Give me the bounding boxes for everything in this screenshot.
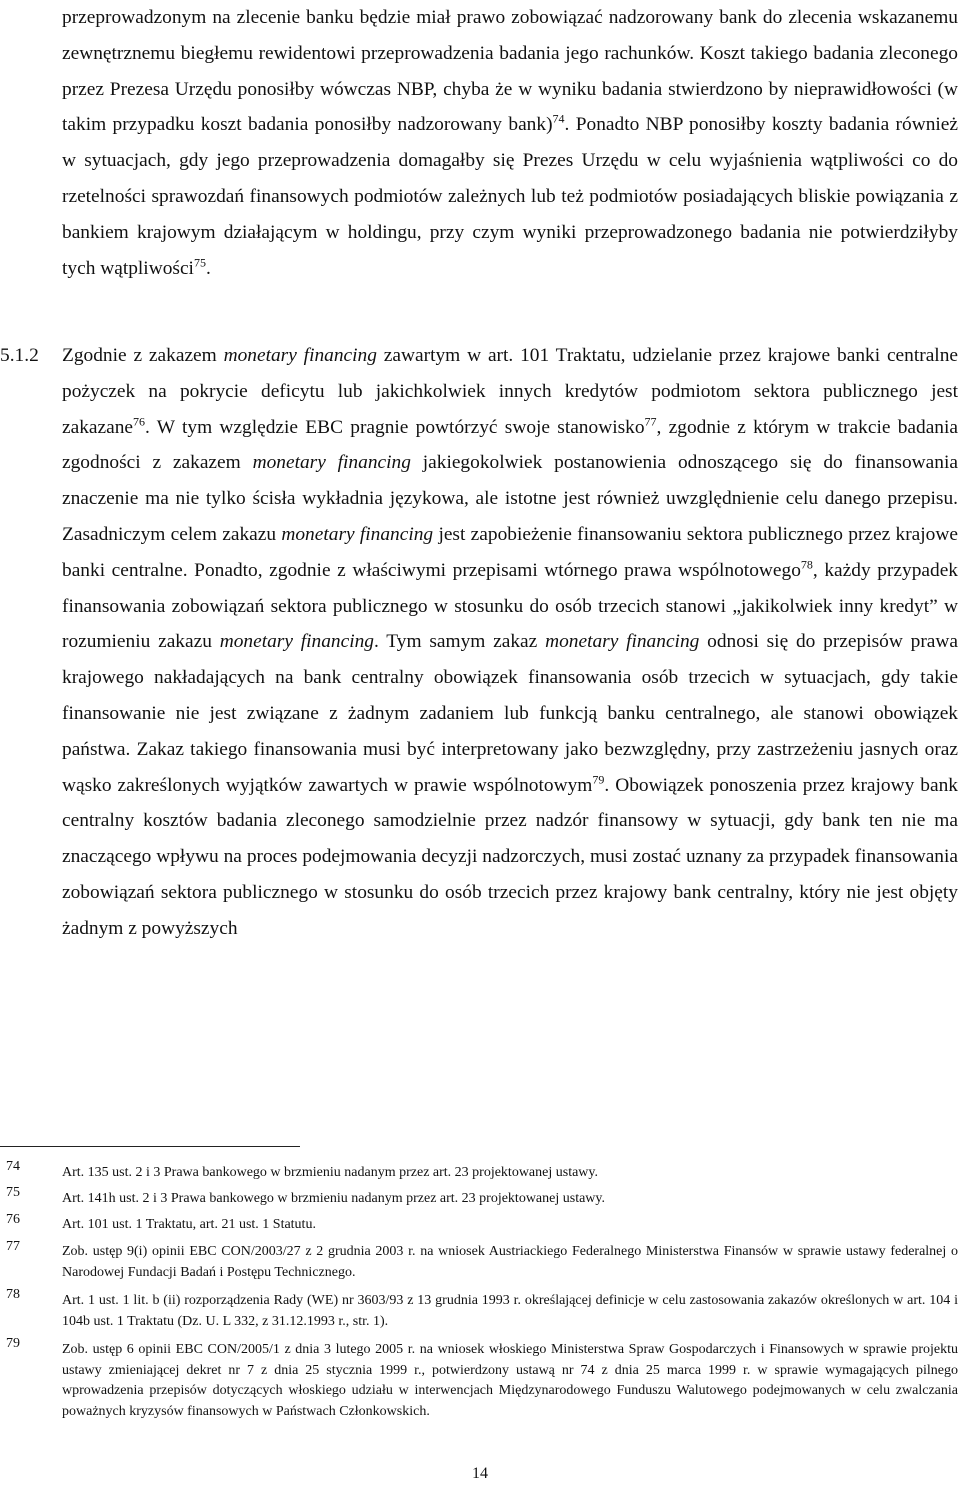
footnote-reference[interactable]: 77 (644, 414, 657, 429)
footnote-text: Art. 1 ust. 1 lit. b (ii) rozporządzenia Rady (WE) nr 3603/93 z 13 grudnia 1993 r. określającej definicje w celu zastosowania zakazów określonych w art. 104 i 104b ust. 1 Traktatu (Dz. U. L 332, z 31.12.1993 r., str. 1). (62, 1293, 958, 1329)
emphasis-term: monetary financing (281, 523, 434, 545)
emphasis-term: monetary financing (252, 452, 411, 474)
footnote-reference[interactable]: 76 (133, 414, 146, 429)
footnote-text: Art. 135 ust. 2 i 3 Prawa bankowego w brzmieniu nadanym przez art. 23 projektowanej ustawy. (62, 1165, 599, 1180)
footnote-number: 77 (6, 1239, 20, 1254)
footnote-number: 75 (6, 1185, 20, 1200)
footnote-text: Art. 141h ust. 2 i 3 Prawa bankowego w brzmieniu nadanym przez art. 23 projektowanej ustawy. (62, 1191, 606, 1206)
paragraph-text: , każdy przypadek finansowania zobowiązań sektora publicznego w stosunku do osób trzecich stanowi „jakikolwiek inny kredyt” w rozumieniu zakazu (62, 559, 958, 653)
footnote-text: Zob. ustęp 6 opinii EBC CON/2005/1 z dnia 3 lutego 2005 r. na wniosek włoskiego Ministerstwa Spraw Gospodarczych i Finansowych w sprawie projektu ustawy zmieniającej dekret nr 7 z dnia 25 stycznia 1999 r., potwierdzony ustawą nr 74 z dnia 25 marca 1999 r. w sprawie wymagających pilnego wprowadzenia przepisów dotyczących włoskiego udziału w interwencjach Międzynarodowego Funduszu Walutowego podejmowanych w celu zwalczania poważnych kryzysów finansowych w Państwach Członkowskich. (62, 1342, 958, 1419)
paragraph-text: . Tym samym zakaz (374, 631, 538, 653)
paragraph-text: . (205, 257, 211, 279)
footnote-number: 78 (6, 1287, 20, 1302)
section-number: 5.1.2 (0, 345, 39, 366)
paragraph-text: jest zapobieżenie finansowaniu sektora publicznego przez krajowe banki centralne. Ponadto, zgodnie z właściwymi przepisami wtórnego prawa wspólnotowego (62, 523, 958, 581)
section-paragraph-5-1-2 (0, 338, 958, 947)
page-number: 14 (472, 1465, 488, 1482)
paragraph-text: odnosi się do przepisów prawa krajowego nakładających na bank centralny obowiązek finansowania osób trzecich w sytuacjach, gdy takie finansowanie nie jest związane z żadnym zadaniem lub funkcją banku centralnego, ale stanowi obowiązek państwa. Zakaz takiego finansowania musi być interpretowany jako bezwzględny, przy zastrzeżeniu jasnych oraz wąsko zakreślonych wyjątków zawartych w prawie wspólnotowym (62, 631, 958, 796)
footnote-number: 74 (6, 1159, 20, 1174)
footnote-text: Zob. ustęp 9(i) opinii EBC CON/2003/27 z 2 grudnia 2003 r. na wniosek Austriackiego Federalnego Ministerstwa Finansów w sprawie ustawy federalnej o Narodowej Fundacji Badań i Postępu Technicznego. (62, 1244, 958, 1280)
paragraph-text: przeprowadzonym na zlecenie banku będzie miał prawo zobowiązać nadzorowany bank do zlecenia wskazanemu zewnętrznemu biegłemu rewidentowi przeprowadzenia badania jego rachunków. Koszt takiego badania zleconego przez Prezesa Urzędu ponosiłby wówczas NBP, chyba że w wyniku badania stwierdzono by nieprawidłowości (w takim przypadku koszt badania ponosiłby nadzorowany bank) (62, 7, 958, 136)
footnote-number: 79 (6, 1336, 20, 1351)
paragraph-text: zawartym w art. 101 Traktatu, udzielanie przez krajowe banki centralne pożyczek na pokrycie deficytu lub jakichkolwiek innych kredytów podmiotom sektora publicznego jest zakazane (62, 345, 958, 438)
paragraph-text: . W tym względzie EBC pragnie powtórzyć swoje stanowisko (145, 416, 645, 438)
emphasis-term: monetary financing (545, 631, 700, 653)
footnote-separator (0, 1146, 300, 1147)
paragraph-text: jakiegokolwiek postanowienia odnoszącego się do finansowania znaczenie ma nie tylko ścisła wykładnia językowa, ale istotne jest również uwzględnienie celu danego przepisu. Zasadniczym celem zakazu (62, 452, 958, 545)
paragraph-text: , zgodnie z którym w trakcie badania zgodności z zakazem (62, 416, 958, 474)
footnote-reference[interactable]: 75 (193, 255, 206, 270)
footnote-reference[interactable]: 74 (552, 111, 565, 126)
paragraph-text: . Obowiązek ponoszenia przez krajowy bank centralny kosztów badania zleconego samodzielnie przez nadzór finansowy w sytuacji, gdy bank ten nie ma znaczącego wpływu na proces podejmowania decyzji nadzorczych, musi zostać uznany za przypadek finansowania zobowiązań sektora publicznego w stosunku do osób trzecich przez krajowy bank centralny, który nie jest objęty żadnym z powyższych (62, 774, 958, 939)
footnote-number: 76 (6, 1212, 20, 1227)
footnote-text: Art. 101 ust. 1 Traktatu, art. 21 ust. 1 Statutu. (62, 1217, 316, 1232)
body-paragraph-continuation (62, 0, 958, 286)
emphasis-term: monetary financing (219, 631, 374, 653)
footnote-reference[interactable]: 79 (592, 772, 605, 787)
paragraph-text: . Ponadto NBP ponosiłby koszty badania również w sytuacjach, gdy jego przeprowadzenia domagałby się Prezes Urzędu w celu wyjaśnienia wątpliwości co do rzetelności sprawozdań finansowych podmiotów zależnych lub też podmiotów posiadających bliskie powiązania z bankiem krajowym działającym w holdingu, przy czym wyniki przeprowadzonego badania nie potwierdziłyby tych wątpliwości (62, 114, 959, 279)
emphasis-term: monetary financing (223, 345, 377, 366)
paragraph-text: Zgodnie z zakazem (62, 345, 217, 366)
footnote-reference[interactable]: 78 (800, 557, 813, 572)
